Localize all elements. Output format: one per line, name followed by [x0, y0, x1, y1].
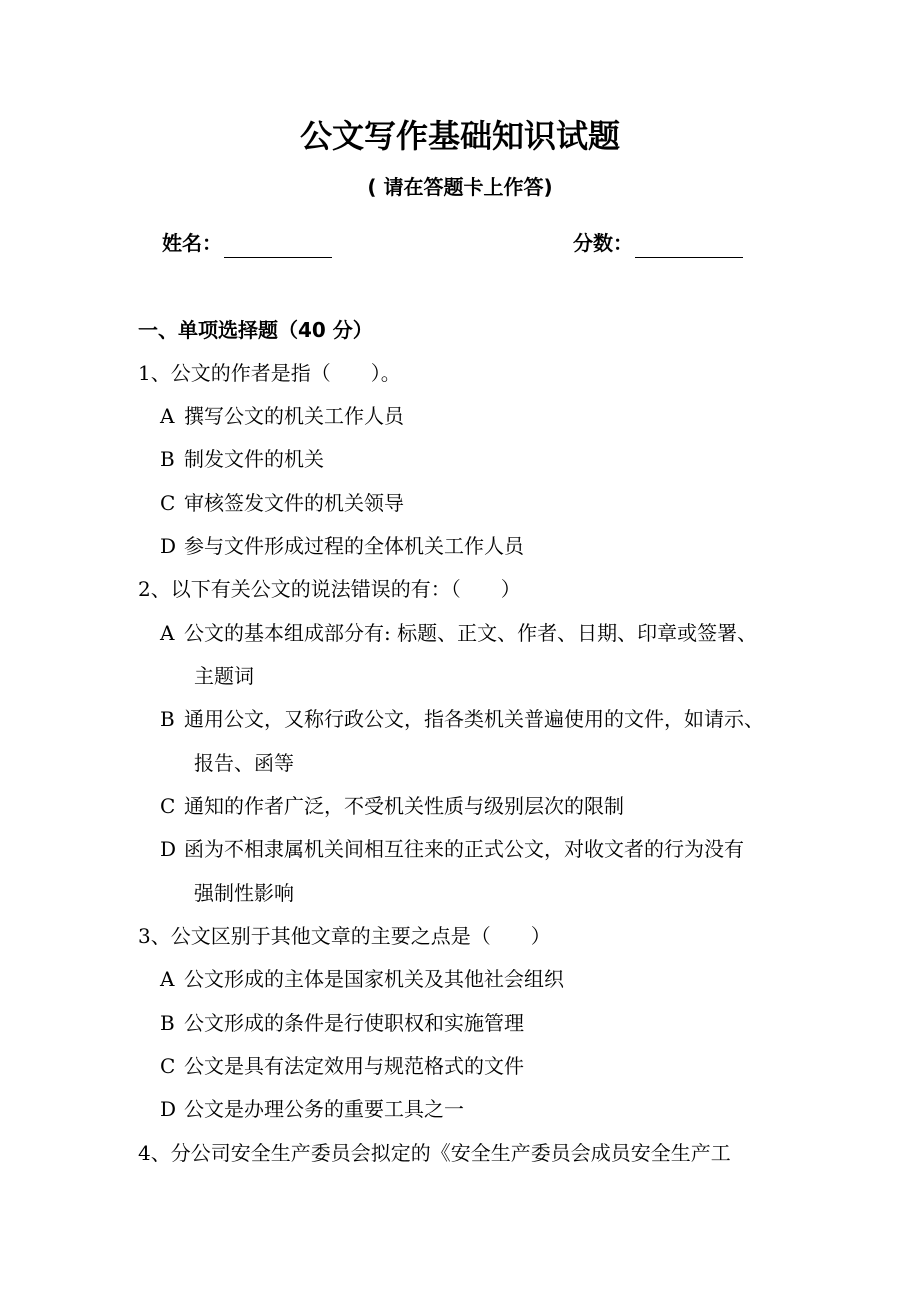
q3-option-c [160, 1051, 524, 1081]
option-text: 公文的基本组成部分有: 标题、正文、作者、日期、印章或签署、 [184, 621, 758, 645]
q1-option-a [160, 401, 404, 431]
option-letter: C [160, 794, 176, 818]
option-letter: B [160, 447, 175, 471]
question-1: 1、公文的作者是指（ ）。 [138, 361, 401, 385]
q1-option-c [160, 488, 404, 518]
name-blank[interactable] [224, 233, 332, 258]
option-text: 公文形成的条件是行使职权和实施管理 [184, 1011, 524, 1035]
option-text: 公文是具有法定效用与规范格式的文件 [184, 1054, 524, 1078]
option-letter: C [160, 491, 176, 515]
page-title: 公文写作基础知识试题 [299, 117, 620, 155]
option-letter: A [160, 621, 175, 645]
score-label: 分数： [573, 231, 633, 255]
option-text: 参与文件形成过程的全体机关工作人员 [184, 534, 524, 558]
option-text: 公文形成的主体是国家机关及其他社会组织 [184, 967, 564, 991]
q1-option-d [160, 531, 524, 561]
name-field [162, 228, 332, 258]
option-text: 公文是办理公务的重要工具之一 [184, 1097, 464, 1121]
q2-option-b-cont: 报告、函等 [194, 751, 294, 775]
option-letter: B [160, 707, 175, 731]
score-field [573, 228, 743, 258]
option-letter: A [160, 404, 175, 428]
option-letter: D [160, 534, 177, 558]
option-letter: D [160, 837, 177, 861]
section-heading: 一、单项选择题（40 分） [138, 318, 373, 342]
question-4: 4、分公司安全生产委员会拟定的《安全生产委员会成员安全生产工 [138, 1141, 731, 1165]
question-3: 3、公文区别于其他文章的主要之点是（ ） [138, 924, 551, 948]
question-2: 2、以下有关公文的说法错误的有：（ ） [138, 577, 521, 601]
q2-option-d [160, 834, 744, 864]
option-letter: C [160, 1054, 176, 1078]
q2-option-c [160, 791, 624, 821]
q2-option-a-cont: 主题词 [194, 664, 254, 688]
option-text: 制发文件的机关 [184, 447, 324, 471]
score-blank[interactable] [635, 233, 743, 258]
q3-option-b [160, 1008, 524, 1038]
option-text: 撰写公文的机关工作人员 [184, 404, 404, 428]
q3-option-d [160, 1094, 464, 1124]
option-letter: D [160, 1097, 177, 1121]
option-text: 函为不相隶属机关间相互往来的正式公文，对收文者的行为没有 [184, 837, 744, 861]
q1-option-b [160, 444, 324, 474]
page-subtitle: ( 请在答题卡上作答) [367, 175, 553, 199]
q2-option-a [160, 618, 757, 648]
q2-option-b [160, 704, 764, 734]
name-label: 姓名： [162, 231, 222, 255]
option-letter: B [160, 1011, 175, 1035]
option-text: 审核签发文件的机关领导 [184, 491, 404, 515]
option-letter: A [160, 967, 175, 991]
option-text: 通用公文，又称行政公文，指各类机关普遍使用的文件，如请示、 [184, 707, 764, 731]
q2-option-d-cont: 强制性影响 [194, 881, 294, 905]
q3-option-a [160, 964, 564, 994]
option-text: 通知的作者广泛，不受机关性质与级别层次的限制 [184, 794, 624, 818]
